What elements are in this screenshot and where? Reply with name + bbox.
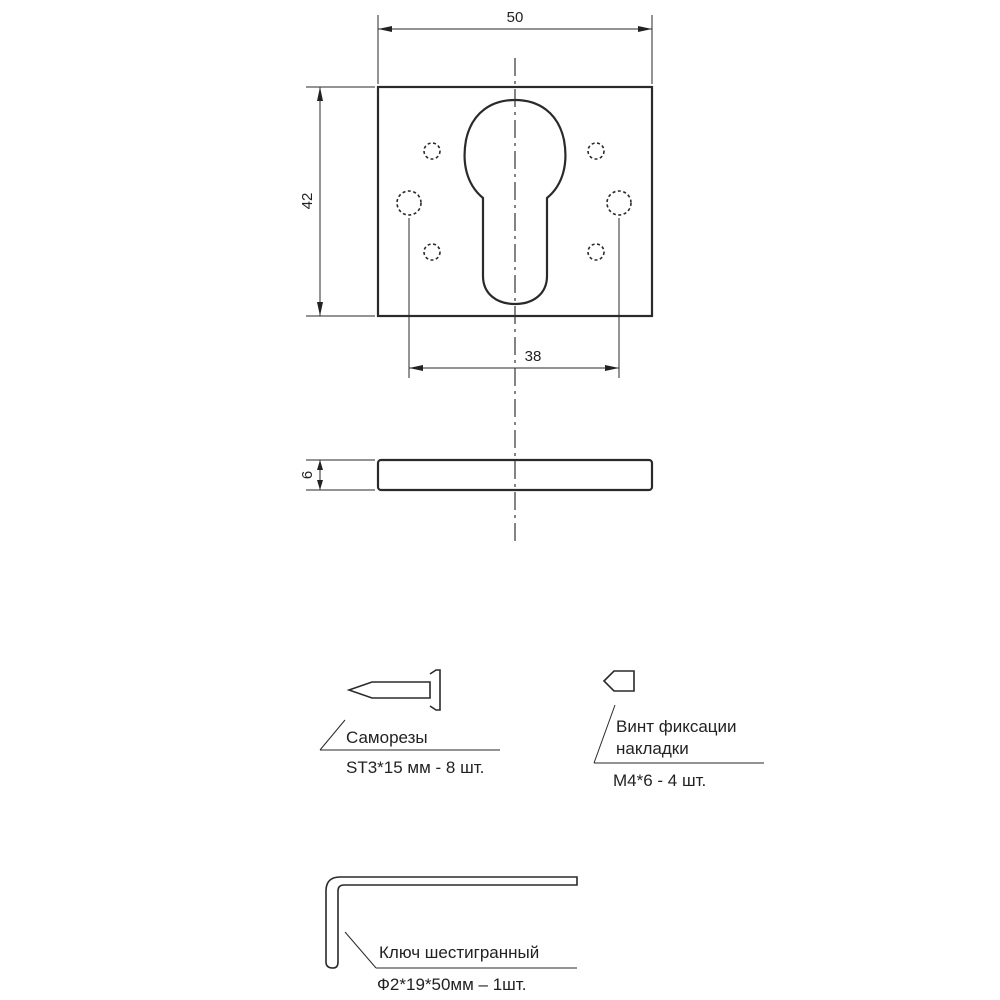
- leader-line: [594, 705, 615, 763]
- fix-screw-name-line2: накладки: [616, 739, 689, 758]
- fix-screw-name-line1: Винт фиксации: [616, 717, 737, 736]
- dimension-width-label: 50: [506, 9, 524, 26]
- screw-name: Саморезы: [346, 728, 428, 747]
- leader-line: [345, 932, 376, 968]
- fix-screw-icon: [604, 671, 634, 691]
- dimension-thickness-label: 6: [299, 470, 316, 480]
- large-hole: [607, 191, 631, 215]
- screw-head: [430, 670, 440, 710]
- dimension-hole-spacing: [409, 218, 619, 378]
- small-hole: [424, 143, 440, 159]
- dimension-height: [299, 87, 375, 316]
- fix-screw-spec: M4*6 - 4 шт.: [613, 771, 707, 790]
- plate-side-view: [299, 460, 652, 490]
- small-hole: [424, 244, 440, 260]
- screw-spec: ST3*15 мм - 8 шт.: [346, 758, 485, 777]
- hex-key-part: [326, 877, 577, 994]
- large-hole: [397, 191, 421, 215]
- screw-icon: [349, 682, 430, 698]
- small-hole: [588, 143, 604, 159]
- dimension-hole-spacing-label: 38: [524, 348, 542, 365]
- hex-key-spec: Ф2*19*50мм – 1шт.: [377, 975, 527, 994]
- screw-part: [320, 670, 500, 777]
- dimension-height-label: 42: [299, 192, 316, 210]
- small-hole: [588, 244, 604, 260]
- hex-key-name: Ключ шестигранный: [379, 943, 540, 962]
- leader-line: [320, 720, 345, 750]
- fix-screw-part: [594, 671, 764, 790]
